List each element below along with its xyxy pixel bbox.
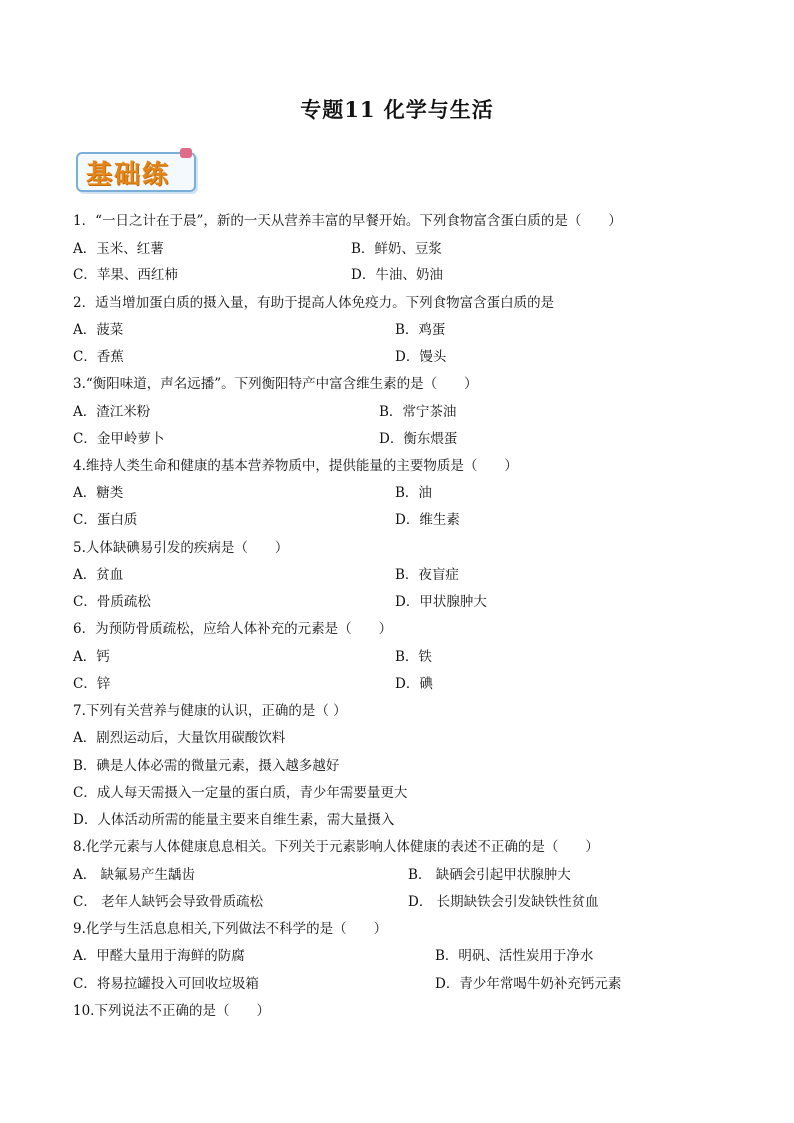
section-banner xyxy=(72,148,197,192)
option: A．剧烈运动后，大量饮用碳酸饮料 xyxy=(73,730,286,746)
option: B． 缺硒会引起甲状腺肿大 xyxy=(408,867,571,883)
option: A．甲醛大量用于海鲜的防腐 xyxy=(73,948,245,964)
option: C．将易拉罐投入可回收垃圾箱 xyxy=(73,976,259,992)
option: C．香蕉 xyxy=(73,349,124,365)
clip-icon xyxy=(180,148,192,158)
question-stem: 9.化学与生活息息相关,下列做法不科学的是（ ） xyxy=(73,921,388,937)
option: B．铁 xyxy=(395,649,432,665)
question-stem: 8.化学元素与人体健康息息相关。下列关于元素影响人体健康的表述不正确的是（ ） xyxy=(73,839,599,855)
option: D．青少年常喝牛奶补充钙元素 xyxy=(435,976,622,992)
question-stem: 7.下列有关营养与健康的认识，正确的是（ ） xyxy=(73,703,347,719)
option: D．牛油、奶油 xyxy=(351,267,443,283)
option: C．成人每天需摄入一定量的蛋白质，青少年需要量更大 xyxy=(73,785,408,801)
question-stem: 3.“衡阳味道，声名远播”。下列衡阳特产中富含维生素的是（ ） xyxy=(73,376,478,392)
option: A．菠菜 xyxy=(73,322,124,338)
option: B．碘是人体必需的微量元素，摄入越多越好 xyxy=(73,758,340,774)
option: A．糖类 xyxy=(73,485,124,501)
option: A．钙 xyxy=(73,649,110,665)
option: D．衡东煨蛋 xyxy=(379,431,458,447)
banner-label: 基础练 xyxy=(86,160,171,190)
option: A．渣江米粉 xyxy=(73,404,151,420)
option: B．明矾、活性炭用于净水 xyxy=(435,948,594,964)
option: A．玉米、红薯 xyxy=(73,241,164,257)
option: C．苹果、西红柿 xyxy=(73,267,178,283)
option: C．锌 xyxy=(73,676,111,692)
option: B．夜盲症 xyxy=(395,567,459,583)
option: B．油 xyxy=(395,485,432,501)
question-stem: 5.人体缺碘易引发的疾病是（ ） xyxy=(73,540,289,556)
option: C．蛋白质 xyxy=(73,512,138,528)
question-stem: 10.下列说法不正确的是（ ） xyxy=(73,1003,270,1019)
option: D．人体活动所需的能量主要来自维生素，需大量摄入 xyxy=(73,812,395,828)
option: A． 缺氟易产生龋齿 xyxy=(73,867,196,883)
question-stem: 6．为预防骨质疏松，应给人体补充的元素是（ ） xyxy=(73,621,393,637)
option: D．甲状腺肿大 xyxy=(395,594,487,610)
question-stem: 2．适当增加蛋白质的摄入量，有助于提高人体免疫力。下列食物富含蛋白质的是 xyxy=(73,295,555,311)
option: C．金甲岭萝卜 xyxy=(73,431,165,447)
option: B．常宁茶油 xyxy=(379,404,457,420)
option: D．维生素 xyxy=(395,512,460,528)
option: B．鸡蛋 xyxy=(395,322,446,338)
option: C． 老年人缺钙会导致骨质疏松 xyxy=(73,894,264,910)
question-stem: 1．“一日之计在于晨”，新的一天从营养丰富的早餐开始。下列食物富含蛋白质的是（ ） xyxy=(73,213,622,229)
option: D．馒头 xyxy=(395,349,447,365)
option: A．贫血 xyxy=(73,567,124,583)
page-title: 专题11 化学与生活 xyxy=(300,97,494,122)
question-stem: 4.维持人类生命和健康的基本营养物质中，提供能量的主要物质是（ ） xyxy=(73,458,518,474)
option: C．骨质疏松 xyxy=(73,594,151,610)
option: D． 长期缺铁会引发缺铁性贫血 xyxy=(408,894,599,910)
option: D．碘 xyxy=(395,676,433,692)
option: B．鲜奶、豆浆 xyxy=(351,241,442,257)
